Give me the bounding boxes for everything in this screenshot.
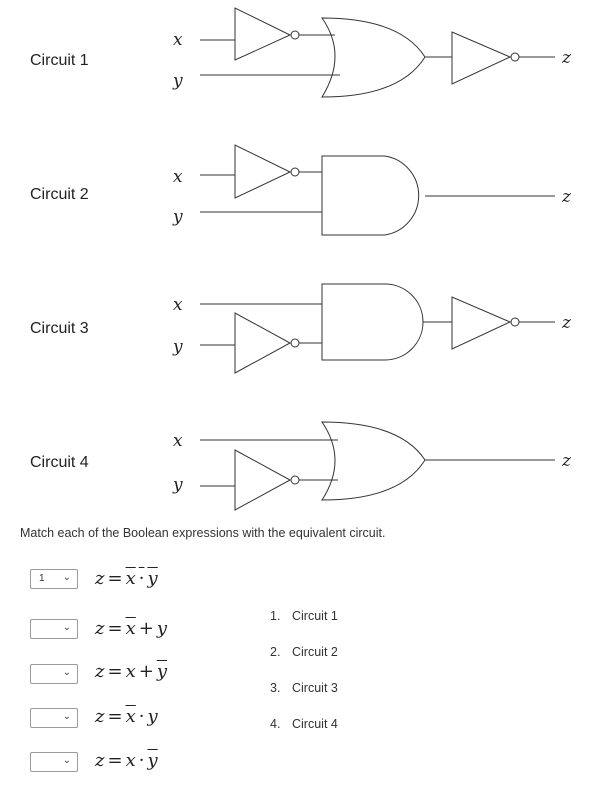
answer-dropdown[interactable]: [30, 619, 78, 639]
not-gate: [235, 450, 290, 510]
answer-option: 4. Circuit 4: [270, 717, 338, 731]
and-gate: [322, 156, 419, 235]
boolean-expression: z = x · y: [95, 568, 158, 589]
chevron-down-icon: ⌄: [62, 711, 71, 722]
not-gate: [452, 297, 510, 349]
input-x-label: x: [173, 295, 183, 315]
answer-dropdown[interactable]: [30, 569, 78, 589]
input-y-label: y: [173, 337, 183, 357]
input-x-label: x: [173, 431, 183, 451]
chevron-down-icon: ⌄: [62, 572, 71, 583]
circuit-label: Circuit 3: [30, 320, 89, 337]
and-gate: [322, 284, 423, 360]
chevron-down-icon: ⌄: [62, 667, 71, 678]
circuit-2-diagram: [200, 145, 555, 235]
answer-dropdown[interactable]: [30, 752, 78, 772]
circuit-label: Circuit 2: [30, 186, 89, 203]
circuit-1-diagram: [200, 8, 555, 97]
output-z-label: z: [562, 48, 571, 68]
output-z-label: z: [562, 313, 571, 333]
not-gate: [235, 313, 290, 373]
input-y-label: y: [173, 71, 183, 91]
answer-option: 2. Circuit 2: [270, 645, 338, 659]
boolean-expression: $z = \overline{x} + y$: [95, 618, 167, 639]
input-x-label: x: [173, 167, 183, 187]
input-y-label: y: [173, 475, 183, 495]
answer-dropdown[interactable]: [30, 708, 78, 728]
output-z-label: z: [562, 187, 571, 207]
circuit-4-diagram: [200, 422, 555, 510]
boolean-expression: $z = x + \overline{y}$: [95, 661, 167, 682]
output-z-label: z: [562, 451, 571, 471]
boolean-expression: $z = \overline{x} \cdot y$: [95, 706, 158, 727]
answer-options-list: [270, 609, 338, 753]
circuit-label: Circuit 1: [30, 52, 89, 69]
circuit-label: Circuit 4: [30, 454, 89, 471]
boolean-expression: $z = x \cdot \overline{y}$: [95, 750, 158, 771]
or-gate: [322, 422, 425, 500]
answer-option: 1. Circuit 1: [270, 609, 338, 623]
chevron-down-icon: ⌄: [62, 622, 71, 633]
instruction-text: Match each of the Boolean expressions with the equivalent circuit.: [20, 526, 386, 540]
chevron-down-icon: ⌄: [62, 755, 71, 766]
input-x-label: x: [173, 30, 183, 50]
answer-dropdown[interactable]: [30, 664, 78, 684]
circuit-3-diagram: [200, 284, 555, 373]
or-gate: [322, 18, 425, 97]
input-y-label: y: [173, 207, 183, 227]
not-gate: [452, 32, 510, 84]
answer-option: 3. Circuit 3: [270, 681, 338, 695]
not-gate: [235, 145, 290, 198]
selected-value: 1: [39, 573, 45, 584]
not-gate: [235, 8, 290, 60]
